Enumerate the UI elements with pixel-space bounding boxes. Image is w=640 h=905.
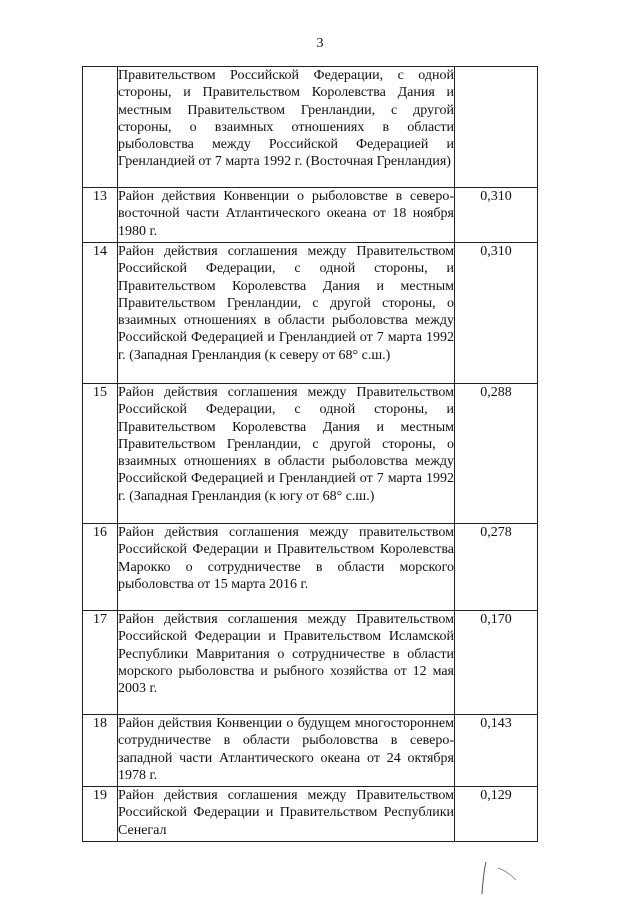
row-number [83, 67, 118, 188]
table-row [83, 524, 538, 611]
row-value: 0,310 [455, 243, 538, 384]
row-value: 0,143 [455, 715, 538, 787]
row-number: 17 [83, 611, 118, 715]
table-row [83, 384, 538, 524]
row-description: Район действия Конвенции о рыболовстве в северо-восточной части Атлантического океана от 18 ноября 1980 г. [118, 188, 455, 243]
row-description: Район действия соглашения между правительством Российской Федерации и Правительством Королевства Марокко о сотрудничестве в области морского рыболовства от 15 марта 2016 г. [118, 524, 455, 611]
row-value: 0,278 [455, 524, 538, 611]
row-description: Район действия соглашения между Правительством Российской Федерации и Правительством Исламской Республики Мавритания о сотрудничестве в области морского рыболовства и рыбного хозяйства от 12 мая 2003 г. [118, 611, 455, 715]
table-row [83, 67, 538, 188]
row-description: Район действия соглашения между Правительством Российской Федерации, с одной стороны, и Правительством Королевства Дания и местным Правительством Гренландии, с другой стороны, о взаимных отношениях в области рыболовства между Российской Федерацией и Гренландией от 7 марта 1992 г. (Западная Гренландия (к югу от 68° с.ш.) [118, 384, 455, 524]
fishing-areas-table [82, 66, 538, 842]
table-row [83, 715, 538, 787]
row-value [455, 67, 538, 188]
handwritten-mark-icon [480, 860, 520, 896]
row-description: Правительством Российской Федерации, с одной стороны, и Правительством Королевства Дания и местным Правительством Гренландии, с другой стороны, о взаимных отношениях в области рыболовства между Российской Федерацией и Гренландией от 7 марта 1992 г. (Восточная Гренландия) [118, 67, 455, 188]
row-description: Район действия соглашения между Правительством Российской Федерации, с одной стороны, и Правительством Королевства Дания и местным Правительством Гренландии, с другой стороны, о взаимных отношениях в области рыболовства между Российской Федерацией и Гренландией от 7 марта 1992 г. (Западная Гренландия (к северу от 68° с.ш.) [118, 243, 455, 384]
row-value: 0,170 [455, 611, 538, 715]
page-number: 3 [316, 36, 324, 51]
row-number: 18 [83, 715, 118, 787]
row-number: 15 [83, 384, 118, 524]
row-number: 16 [83, 524, 118, 611]
row-value: 0,310 [455, 188, 538, 243]
table-row [83, 243, 538, 384]
table-row [83, 188, 538, 243]
row-number: 19 [83, 787, 118, 842]
row-value: 0,129 [455, 787, 538, 842]
row-description: Район действия соглашения между Правительством Российской Федерации и Правительством Республики Сенегал [118, 787, 455, 842]
table-row [83, 611, 538, 715]
row-number: 14 [83, 243, 118, 384]
row-value: 0,288 [455, 384, 538, 524]
row-number: 13 [83, 188, 118, 243]
table-row [83, 787, 538, 842]
row-description: Район действия Конвенции о будущем многостороннем сотрудничестве в области рыболовства в северо-западной части Атлантического океана от 24 октября 1978 г. [118, 715, 455, 787]
